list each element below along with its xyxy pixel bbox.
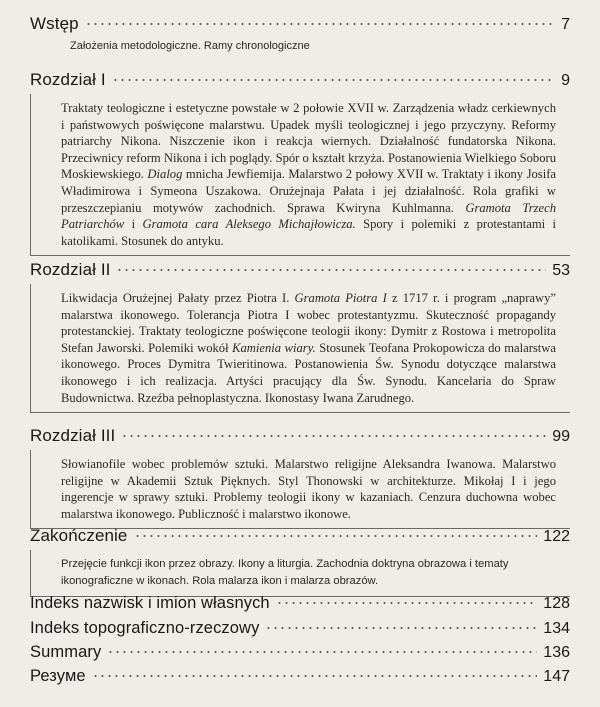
toc-entry-wstep [30, 14, 570, 54]
toc-page-number: 122 [543, 528, 570, 545]
toc-title-row [30, 667, 570, 686]
toc-page-number: 136 [543, 644, 570, 661]
desc-text: z 1717 r. i program „naprawy” malarstwa ikonowego. Tolerancja Piotra I wobec protestantyzmu. Skuteczność propagandy protestanckiej. Traktaty teologiczne poświęcone teologii ikony: Dymitr z Rostowa i metropolita Stefan Jaworski. Polemiki wokół [61, 291, 556, 355]
toc-entry-title: Rozdział II [30, 260, 111, 279]
toc-entry-title: Summary [30, 643, 102, 661]
toc-entry-title: Indeks topograficzno-rzeczowy [30, 619, 260, 637]
toc-entry-description: Założenia metodologiczne. Ramy chronologiczne [70, 40, 310, 52]
toc-entry-description [61, 100, 556, 249]
desc-text: Traktaty teologiczne i estetyczne powstałe w 2 połowie XVII w. Zarządzenia władz cerkiewnych i państwowych poświęcone malarstwu. Upadek myśli teologicznej i jego przyczyny. Reformy patriarchy Nikona. Niszczenie ikon i reakcja wiernych. Działalność fundatorska Nikona. Przeciwnicy reform Nikona i ich poglądy. Spór o kształt krzyża. Postanowienia Wielkiego Soboru Moskiewskiego. [61, 101, 556, 182]
dot-leader [134, 535, 538, 537]
desc-text: Spory i polemiki z protestantami i katolikami. Stosunek do antyku. [61, 217, 557, 248]
toc-entry-summary [30, 643, 570, 662]
toc-title-row [30, 426, 570, 446]
toc-entry-title: Rozdział III [30, 426, 116, 445]
toc-description-box [30, 450, 570, 529]
dot-leader [107, 651, 537, 653]
toc-title-row [30, 526, 570, 546]
toc-description-box [30, 284, 570, 413]
desc-text: mnicha Jewfiemija. Malarstwo 2 połowy XVII w. Traktaty i ikony Josifa Władimirowa i Symeona Uszakowa. Orużejnaja Pałata i jej działalność. Rola grafiki w przeszczepianiu motywów zachodnich. Sprawa Kwiryna Kuhlmanna. [61, 167, 556, 215]
toc-description-box [30, 94, 570, 256]
desc-text: Likwidacja Orużejnej Pałaty przez Piotra I. [61, 291, 295, 305]
toc-page-number: 147 [543, 668, 570, 685]
dot-leader [121, 435, 546, 437]
toc-title-row [30, 14, 570, 34]
toc-entry-description: Przejęcie funkcji ikon przez obrazy. Ikony a liturgia. Zachodnia doktryna obrazowa i tematy ikonograficzne w ikonach. Rola malarza ikon i malarza obrazów. [61, 558, 509, 587]
toc-entry-rezume [30, 667, 570, 686]
desc-italic-title: Gramota cara Aleksego Michajłowicza. [142, 217, 356, 232]
toc-entry-title: Zakończenie [30, 526, 128, 545]
toc-entry-rozdzial-1 [30, 70, 570, 256]
desc-text: Stosunek Teofana Prokopowicza do malarstwa ikonowego. Proces Dymitra Twieritinowa. Postanowienia Św. Synodu dotyczące malarstwa ikonowego i ich realizacja. Artyści pracujący dla Św. Synodu. Kancelaria do Spraw Budownictwa. Rzeźba pełnoplastyczna. Ikonostasy Iwana Zarudnego. [61, 340, 556, 405]
dot-leader [116, 269, 546, 271]
toc-title-row [30, 70, 570, 90]
toc-page-number: 134 [543, 620, 570, 637]
toc-entry-title: Резуме [30, 667, 86, 685]
toc-entry-title: Wstęp [30, 14, 79, 33]
toc-entry-rozdzial-3 [30, 426, 570, 529]
toc-entry-title: Rozdział I [30, 70, 106, 89]
desc-italic-title: Kamienia wiary. [232, 340, 316, 355]
toc-title-row [30, 619, 570, 638]
toc-description-box [30, 550, 570, 597]
toc-page-number: 53 [552, 262, 570, 279]
dot-leader [276, 602, 538, 604]
dot-leader [92, 675, 538, 677]
dot-leader [265, 627, 537, 629]
toc-title-row [30, 643, 570, 662]
toc-title-row [30, 260, 570, 280]
toc-entry-rozdzial-2 [30, 260, 570, 413]
toc-entry-title: Indeks nazwisk i imion własnych [30, 594, 270, 612]
desc-text: i [124, 217, 143, 232]
toc-entry-zakonczenie [30, 526, 570, 597]
toc-entry-description [61, 290, 556, 406]
desc-italic-title: Gramota Trzech Patriarchów [61, 200, 557, 232]
toc-entry-indeks-topograficzny [30, 619, 570, 638]
toc-entry-description: Słowianofile wobec problemów sztuki. Malarstwo religijne Aleksandra Iwanowa. Malarstwo religijne w Akademii Sztuk Pięknych. Styl Thonowski w architekturze. Mikołaj I i jego ingerencje w sprawy sztuki. Problemy teologii ikony w kazaniach. Cenzura duchowna wobec malarstwa ikonowego. Publiczność i malarstwo ikonowe. [61, 457, 556, 521]
toc-entry-indeks-nazwisk [30, 594, 570, 613]
toc-page-number: 99 [552, 428, 570, 445]
dot-leader [112, 79, 555, 81]
desc-italic-title: Gramota Piotra I [294, 291, 387, 305]
toc-title-row [30, 594, 570, 613]
toc-page-number: 128 [543, 595, 570, 612]
toc-page-number: 7 [561, 16, 570, 33]
toc-page-number: 9 [561, 72, 570, 89]
desc-italic-title: Dialog [147, 167, 183, 182]
dot-leader [85, 23, 555, 25]
